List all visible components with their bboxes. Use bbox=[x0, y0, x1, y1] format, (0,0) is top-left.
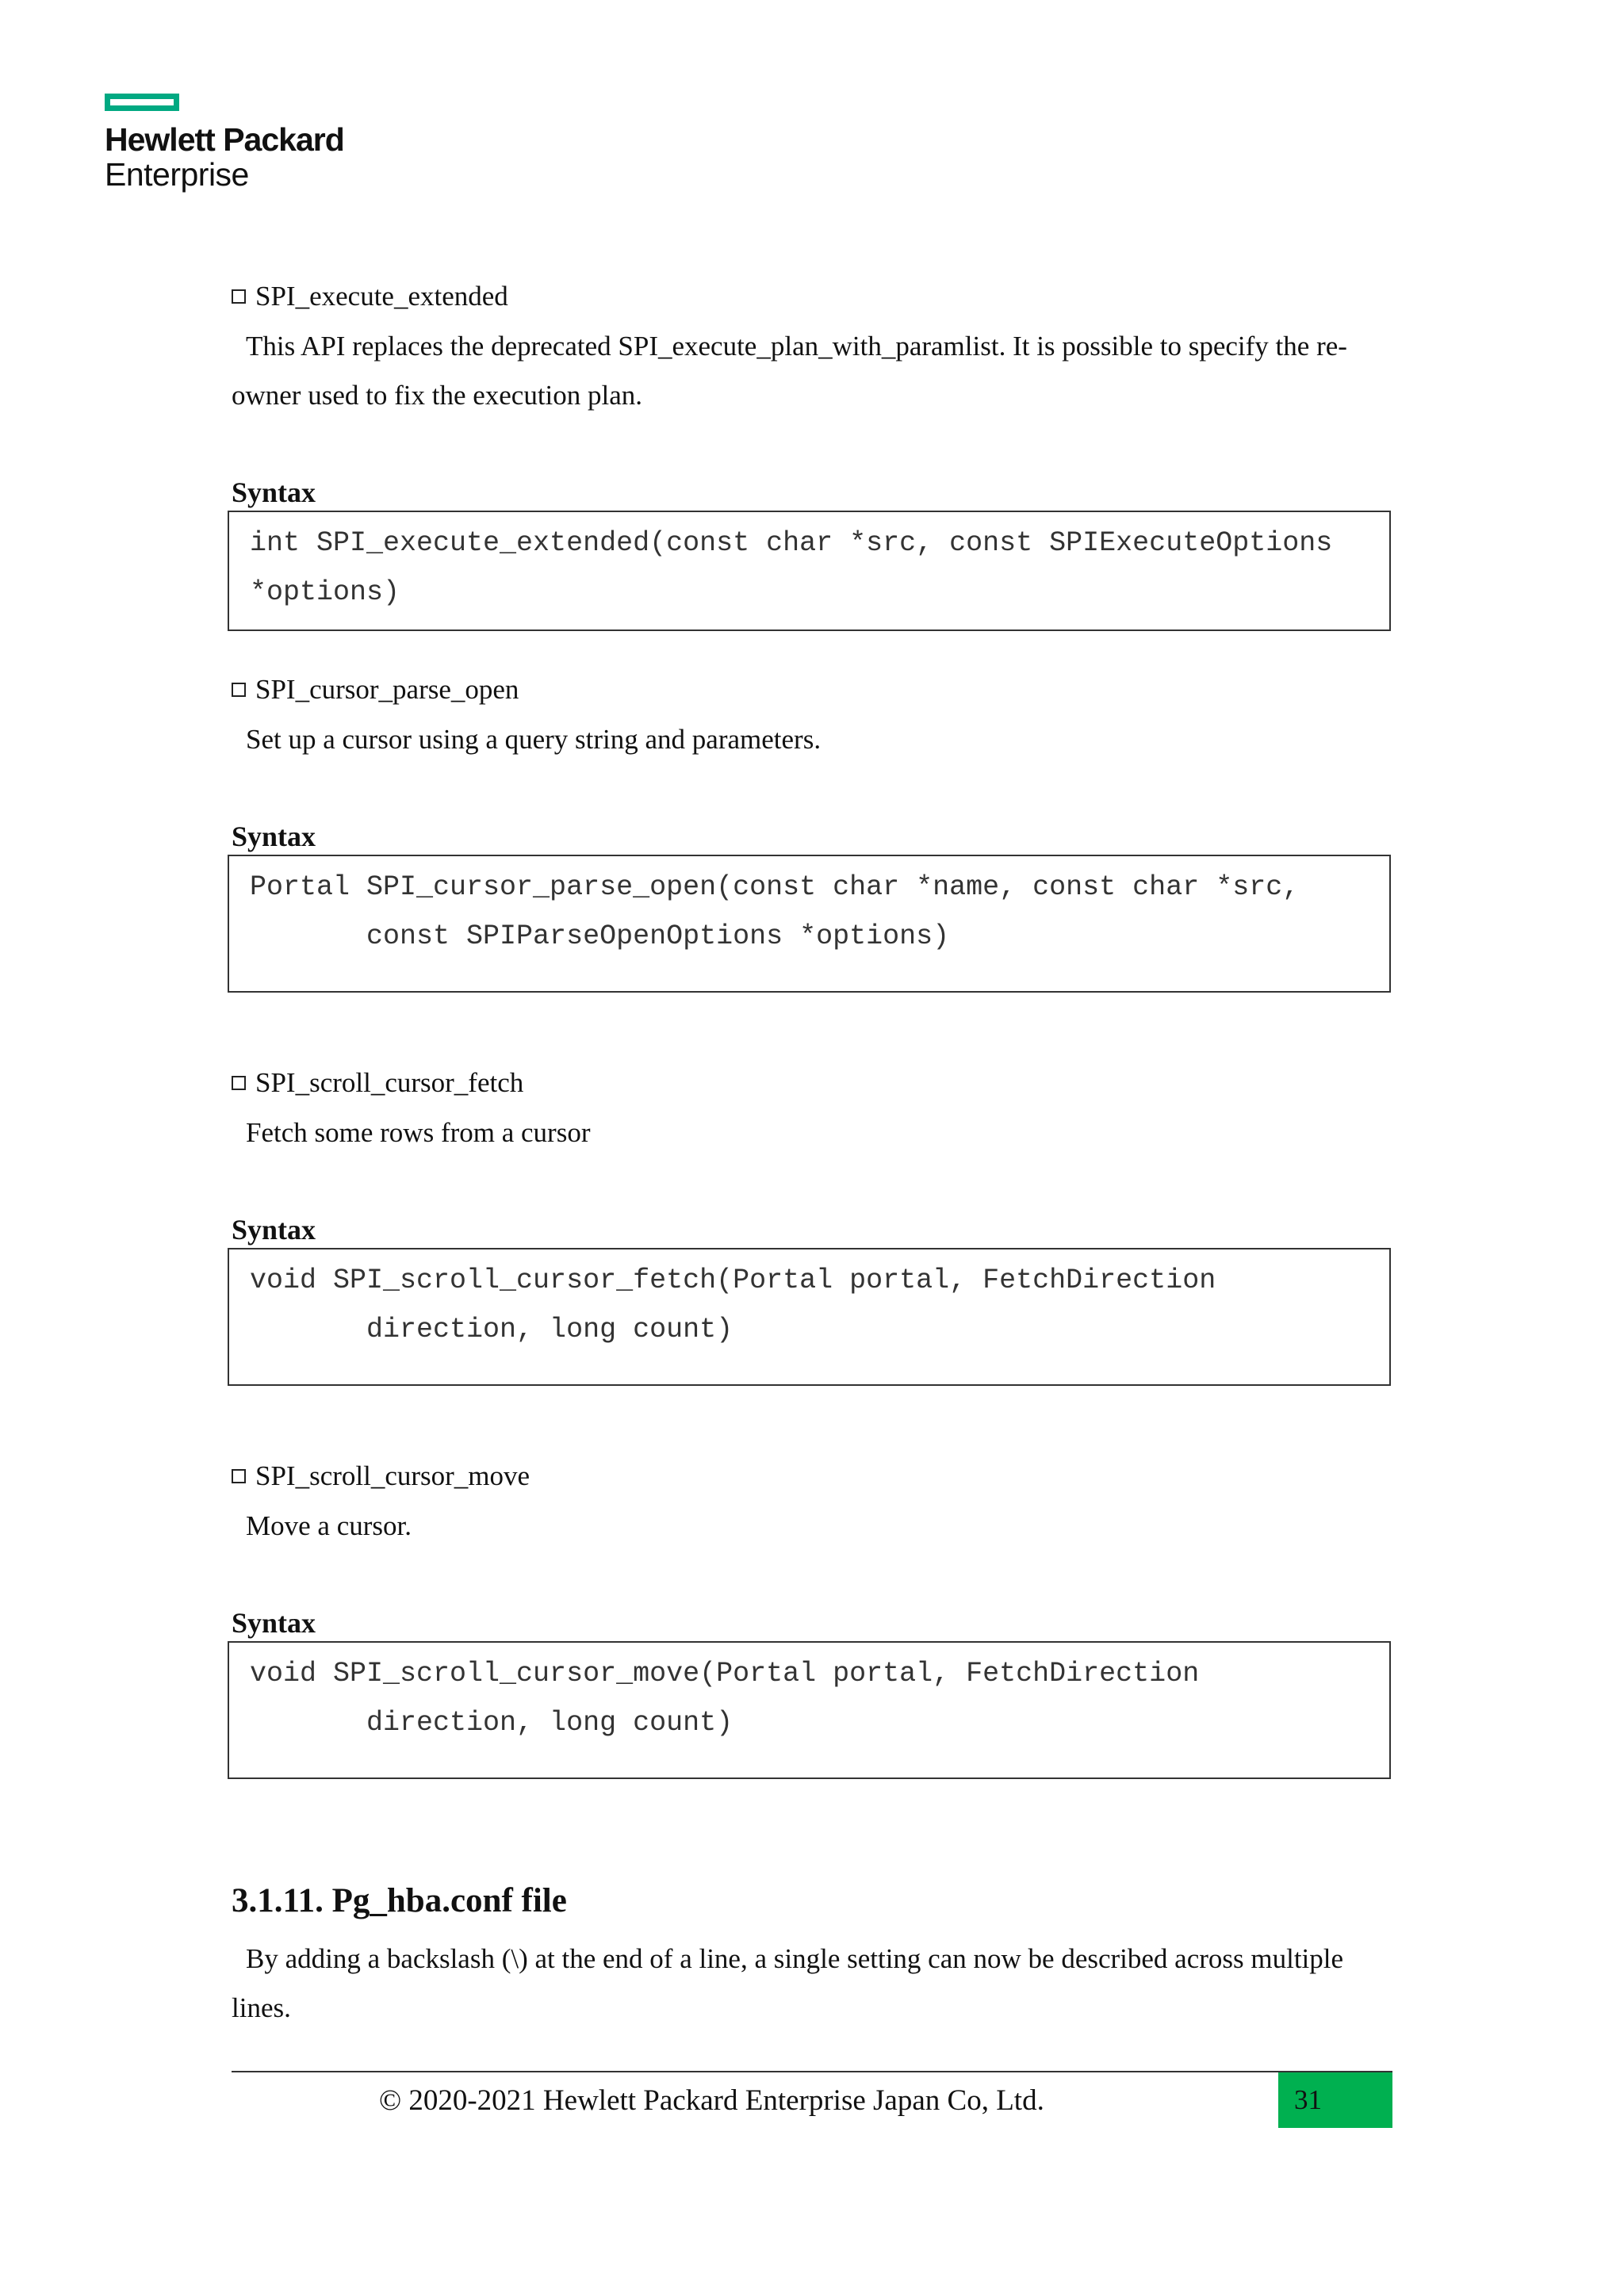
syntax-label: Syntax bbox=[232, 1607, 316, 1639]
section-description: Set up a cursor using a query string and parameters. bbox=[246, 724, 822, 755]
section-description: This API replaces the deprecated SPI_execute_plan_with_paramlist. It is possible to specify the re-owner used to fix the execution plan. bbox=[232, 331, 1347, 411]
section-title-spi-scroll-cursor-move bbox=[232, 1459, 530, 1494]
page-number: 31 bbox=[1278, 2072, 1392, 2128]
checkbox-bullet-icon bbox=[232, 1469, 246, 1483]
checkbox-bullet-icon bbox=[232, 1076, 246, 1090]
logo-text-line2: Enterprise bbox=[105, 156, 249, 193]
section-title-spi-execute-extended bbox=[232, 279, 508, 314]
logo-mark-icon bbox=[105, 94, 179, 111]
section-title-spi-cursor-parse-open bbox=[232, 672, 519, 707]
footer-divider bbox=[232, 2071, 1392, 2072]
code-block: void SPI_scroll_cursor_move(Portal portal, FetchDirection direction, long count) bbox=[228, 1641, 1391, 1779]
section-description: Fetch some rows from a cursor bbox=[246, 1117, 591, 1148]
code-block: void SPI_scroll_cursor_fetch(Portal portal, FetchDirection direction, long count) bbox=[228, 1248, 1391, 1386]
syntax-label: Syntax bbox=[232, 1214, 316, 1246]
section-title-text: SPI_cursor_parse_open bbox=[255, 674, 519, 705]
section-title-text: SPI_scroll_cursor_move bbox=[255, 1460, 530, 1491]
company-logo bbox=[105, 94, 344, 192]
section-title-spi-scroll-cursor-fetch bbox=[232, 1066, 523, 1100]
section-description: Move a cursor. bbox=[246, 1510, 412, 1541]
section-title-text: SPI_scroll_cursor_fetch bbox=[255, 1067, 524, 1098]
logo-text-line1: Hewlett Packard bbox=[105, 121, 344, 158]
footer-copyright: © 2020-2021 Hewlett Packard Enterprise Japan Co, Ltd. bbox=[379, 2084, 1044, 2117]
section-heading: 3.1.11. Pg_hba.conf file bbox=[232, 1882, 567, 1919]
checkbox-bullet-icon bbox=[232, 289, 246, 304]
code-block: int SPI_execute_extended(const char *src, const SPIExecuteOptions *options) bbox=[228, 511, 1391, 631]
heading-paragraph: By adding a backslash (\) at the end of a line, a single setting can now be described across multiple lines. bbox=[232, 1943, 1344, 2023]
section-title-text: SPI_execute_extended bbox=[255, 281, 508, 312]
syntax-label: Syntax bbox=[232, 821, 316, 852]
code-block: Portal SPI_cursor_parse_open(const char *name, const char *src, const SPIParseOpenOptions *options) bbox=[228, 855, 1391, 993]
checkbox-bullet-icon bbox=[232, 683, 246, 697]
syntax-label: Syntax bbox=[232, 476, 316, 508]
